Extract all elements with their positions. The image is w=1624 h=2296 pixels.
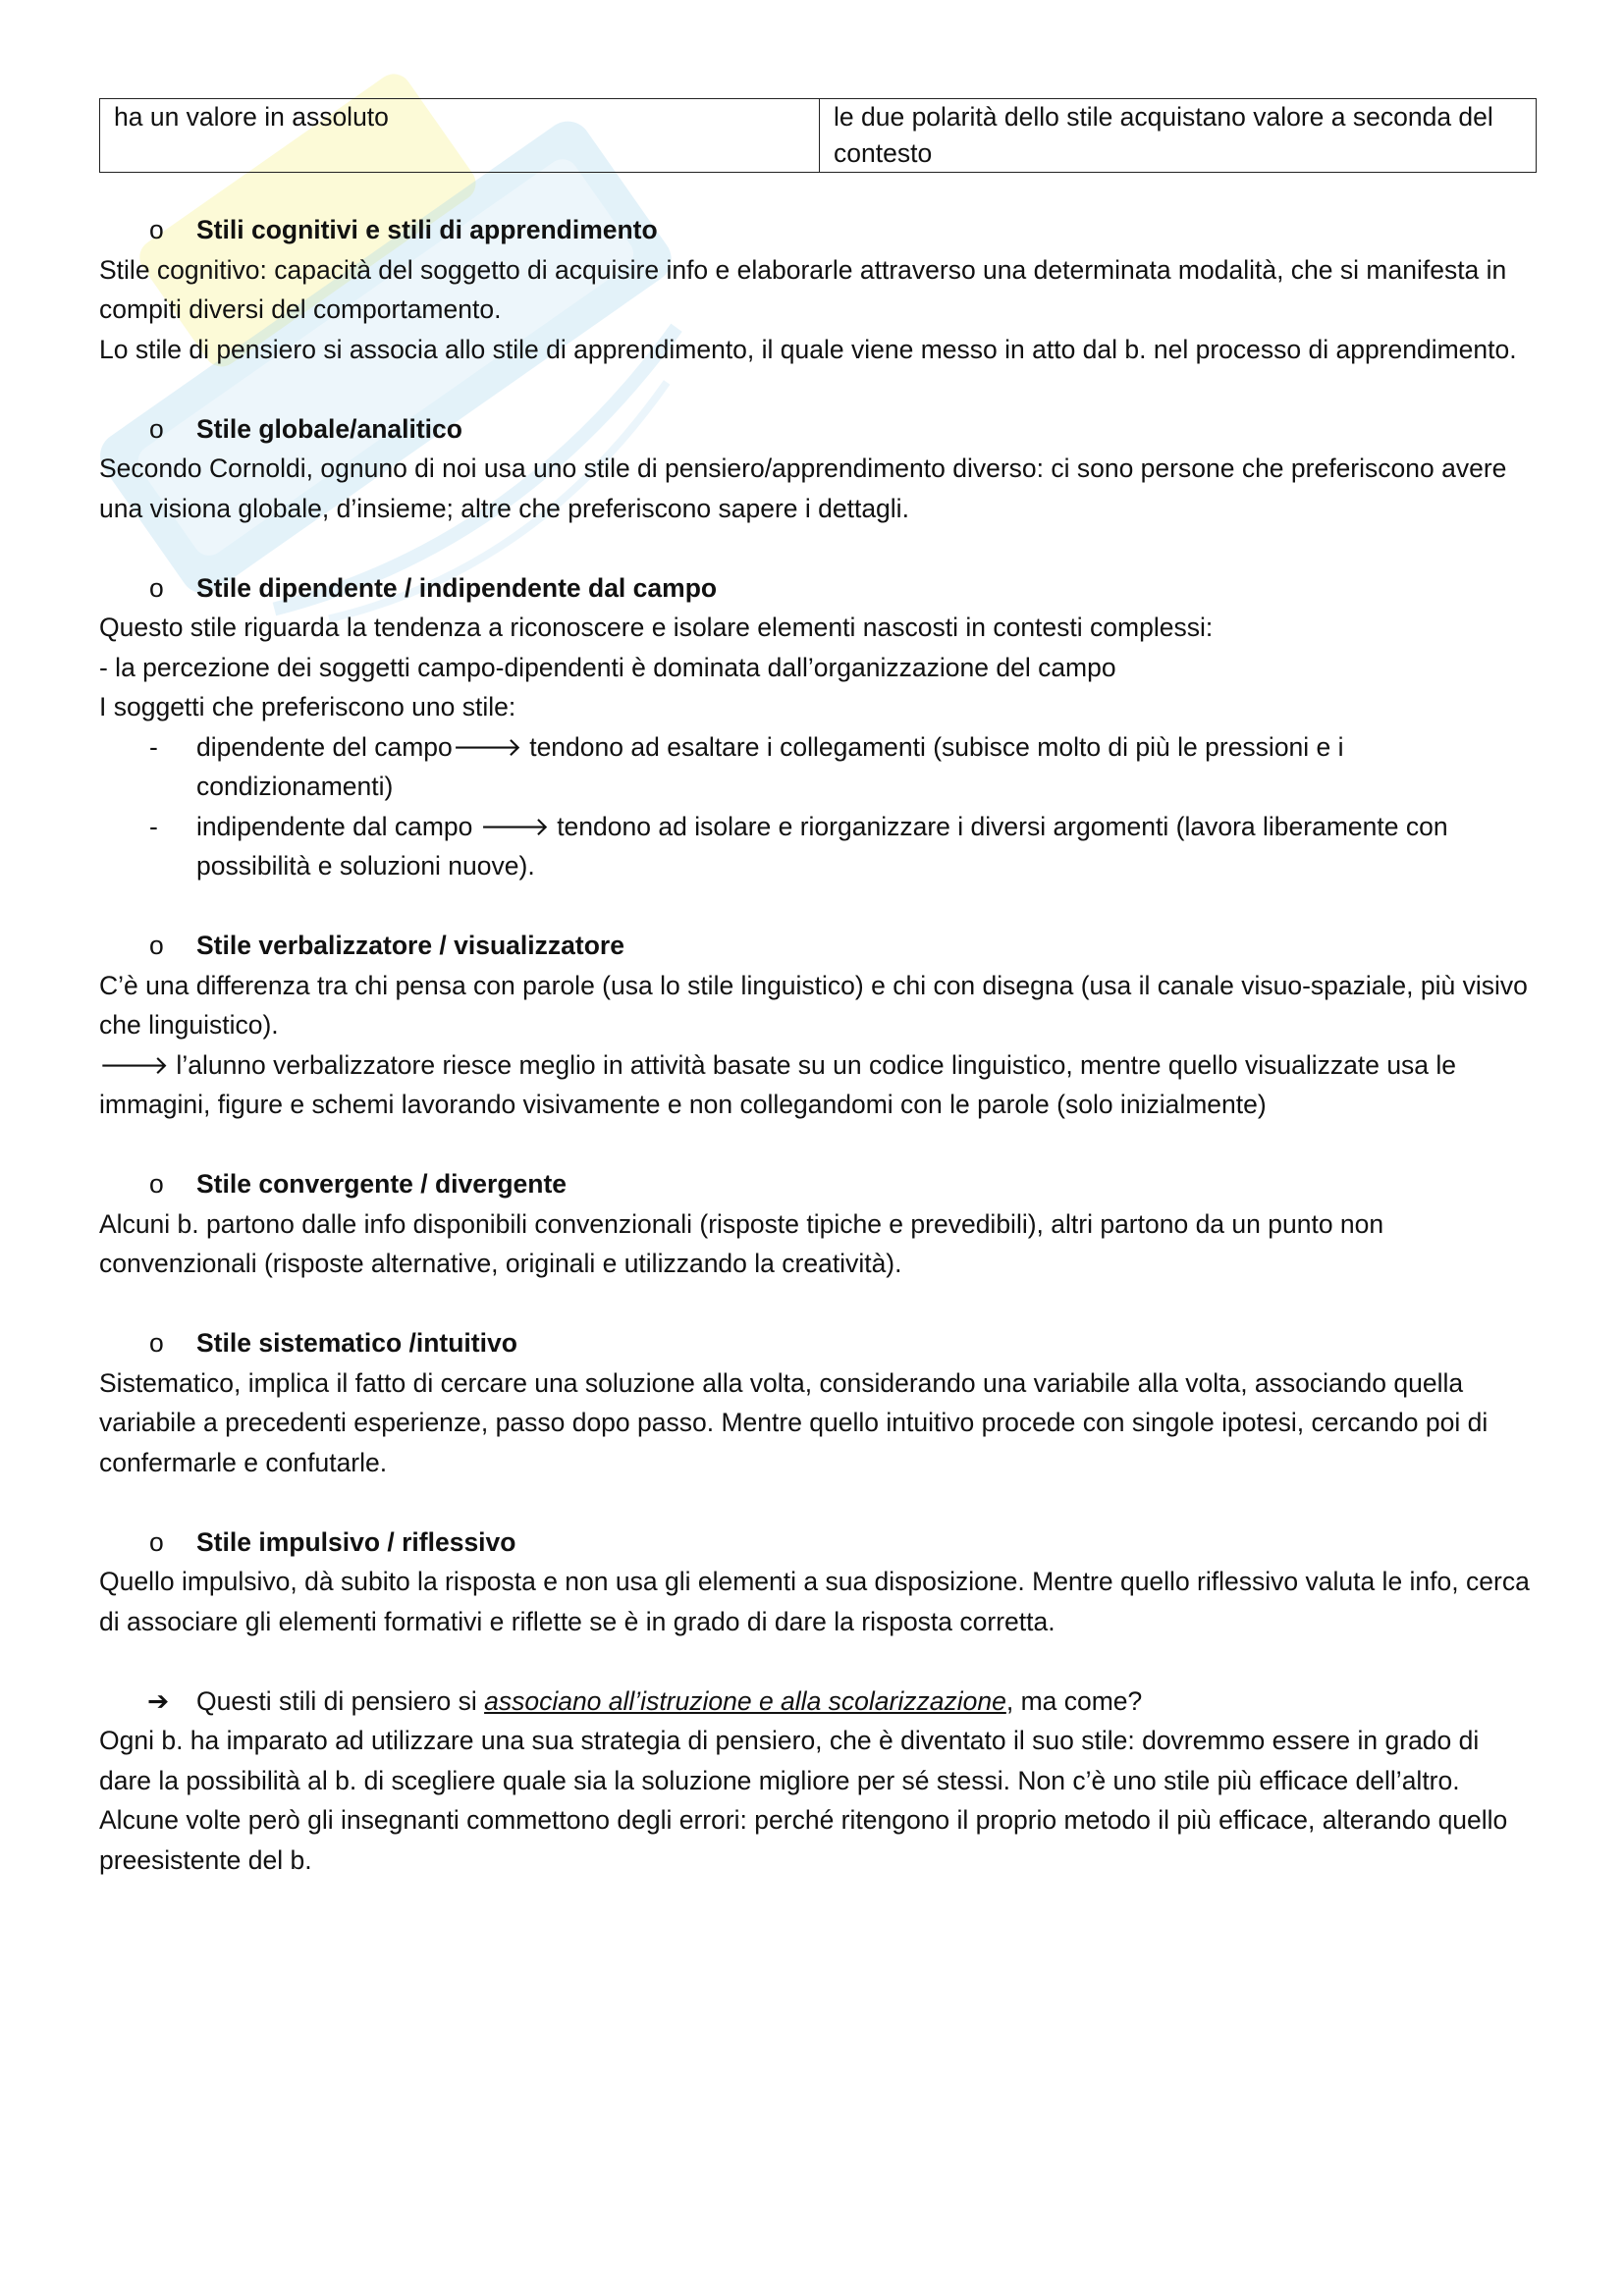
paragraph: - la percezione dei soggetti campo-dipendenti è dominata dall’organizzazione del campo (99, 652, 1116, 682)
section-stili-cognitivi (99, 210, 1537, 369)
arrow-right-icon: ➔ (147, 1685, 170, 1716)
section-heading (99, 409, 1537, 450)
paragraph: Alcune volte però gli insegnanti commettono degli errori: perché ritengono il proprio metodo il più efficace, alterando quello preesistente del b. (99, 1805, 1508, 1875)
paragraph: I soggetti che preferiscono uno stile: (99, 692, 516, 721)
paragraph: C’è una differenza tra chi pensa con parole (usa lo stile linguistico) e chi con disegna (usa il canale visuo-spaziale, più visivo che linguistico). (99, 970, 1528, 1040)
paragraph: Lo stile di pensiero si associa allo stile di apprendimento, il quale viene messo in atto dal b. nel processo di apprendimento. (99, 334, 1517, 364)
heading-text-emphasis: associano all’istruzione e alla scolarizzazione (484, 1685, 1006, 1716)
heading-text: Stile globale/analitico (196, 413, 462, 444)
paragraph: Ogni b. ha imparato ad utilizzare una sua strategia di pensiero, che è diventato il suo stile: dovremmo essere in grado di dare la possibilità al b. di scegliere quale sia la soluzione migliore per sé stessi. Non c’è uno stile più efficace dell’altro. (99, 1726, 1480, 1795)
circle-bullet-icon: o (149, 572, 164, 603)
circle-bullet-icon: o (149, 1328, 164, 1358)
heading-text: Stile verbalizzatore / visualizzatore (196, 931, 624, 960)
heading-text: Stile impulsivo / riflessivo (196, 1526, 516, 1557)
section-stile-dipendente (99, 568, 1537, 886)
comparison-table (99, 98, 1537, 173)
circle-bullet-icon: o (149, 413, 164, 444)
section-stile-convergente (99, 1164, 1537, 1284)
list-item (99, 727, 1537, 807)
section-stile-sistematico (99, 1323, 1537, 1482)
dash-bullet-icon: - (149, 731, 158, 762)
section-heading (99, 568, 1537, 609)
section-stile-verbalizzatore (99, 926, 1537, 1125)
paragraph: Sistematico, implica il fatto di cercare una soluzione alla volta, considerando una variabile alla volta, associando quella variabile a precedenti esperienze, passo dopo passo. Mentre quello intuitivo procede con singole ipotesi, cercando poi di confermarle e confutarle. (99, 1367, 1489, 1477)
section-heading (99, 1682, 1537, 1722)
paragraph: Secondo Cornoldi, ognuno di noi usa uno stile di pensiero/apprendimento diverso: ci sono persone che preferiscono avere una visiona globale, d’insieme; altre che preferiscono sapere i dettagli. (99, 454, 1507, 523)
heading-text-post: , ma come? (1005, 1685, 1143, 1716)
list-item-text: dipendente del campo🡒 tendono ad esaltare i collegamenti (subisce molto di più le pressioni e i condizionamenti) (196, 731, 1344, 801)
paragraph: Quello impulsivo, dà subito la risposta e non usa gli elementi a sua disposizione. Mentre quello riflessivo valuta le info, cerca di associare gli elementi formativi e riflette se è in grado di dare la risposta corretta. (99, 1567, 1530, 1636)
paragraph: Questo stile riguarda la tendenza a riconoscere e isolare elementi nascosti in contesti complessi: (99, 613, 1214, 642)
paragraph: Stile cognitivo: capacità del soggetto di acquisire info e elaborarle attraverso una determinata modalità, che si manifesta in compiti diversi del comportamento. (99, 254, 1507, 324)
list-item (99, 807, 1537, 886)
section-heading (99, 926, 1537, 966)
heading-text: Stile sistematico /intuitivo (196, 1328, 517, 1358)
circle-bullet-icon: o (149, 931, 164, 960)
paragraph: Alcuni b. partono dalle info disponibili convenzionali (risposte tipiche e prevedibili), altri partono da un punto non convenzionali (risposte alternative, originali e utilizzando la creatività). (99, 1208, 1384, 1278)
dash-bullet-icon: - (149, 811, 158, 841)
heading-text: Stili cognitivi e stili di apprendimento (196, 215, 658, 244)
dash-list (99, 727, 1537, 886)
circle-bullet-icon: o (149, 215, 164, 244)
section-stile-impulsivo (99, 1522, 1537, 1642)
heading-text-pre: Questi stili di pensiero si (196, 1685, 485, 1716)
heading-text: Stile convergente / divergente (196, 1169, 568, 1199)
table-cell-left: ha un valore in assoluto (100, 99, 820, 173)
section-heading (99, 1323, 1537, 1363)
table-cell-right: le due polarità dello stile acquistano valore a seconda del contesto (820, 99, 1537, 173)
section-heading (99, 210, 1537, 250)
section-heading (99, 1164, 1537, 1204)
section-conclusione (99, 1682, 1537, 1881)
heading-text: Stile dipendente / indipendente dal campo (196, 572, 718, 603)
table-row (100, 99, 1537, 173)
paragraph: 🡒 l’alunno verbalizzatore riesce meglio in attività basate su un codice linguistico, mentre quello visualizzate usa le immagini, figure e schemi lavorando visivamente e non collegandomi con le parole (solo inizialmente) (99, 1049, 1457, 1119)
section-stile-globale (99, 409, 1537, 529)
list-item-text: indipendente dal campo 🡒 tendono ad isolare e riorganizzare i diversi argomenti (lavora liberamente con possibilità e soluzioni nuove). (196, 811, 1448, 881)
section-heading (99, 1522, 1537, 1563)
circle-bullet-icon: o (149, 1169, 164, 1199)
circle-bullet-icon: o (149, 1526, 164, 1557)
document-page (99, 98, 1537, 1920)
